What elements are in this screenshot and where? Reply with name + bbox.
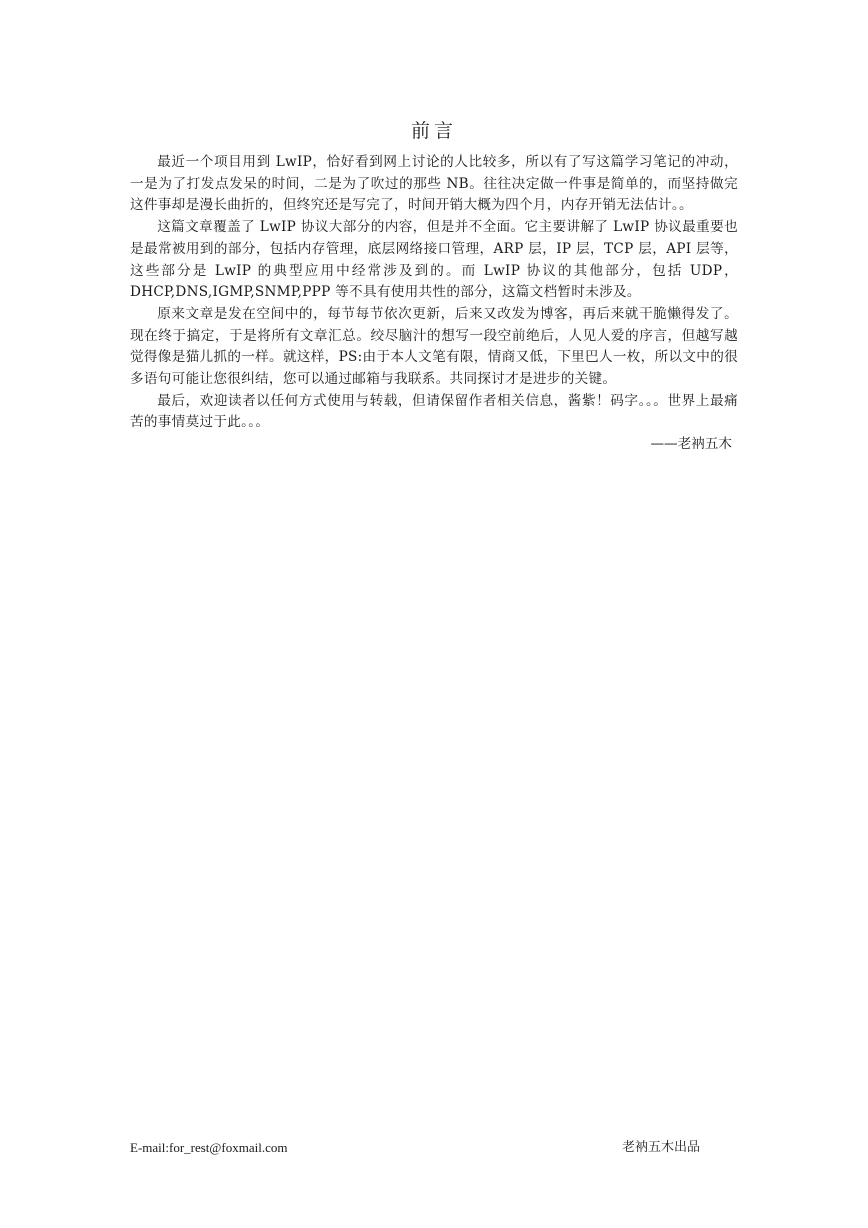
author-signature: ——老衲五木: [650, 436, 732, 453]
preface-body: [130, 152, 738, 456]
footer-email: E-mail:for_rest@foxmail.com: [130, 1140, 288, 1155]
paragraph-1: 最近一个项目用到 LwIP，恰好看到网上讨论的人比较多，所以有了写这篇学习笔记的冲动，一是为了打发点发呆的时间，二是为了吹过的那些 NB。往往决定做一件事是简单的，而坚持做完这件事却是漫长曲折的，但终究还是写完了，时间开销大概为四个月，内存开销无法估计。。: [130, 154, 738, 214]
paragraph-2: 这篇文章覆盖了 LwIP 协议大部分的内容，但是并不全面。它主要讲解了 LwIP 协议最重要也是最常被用到的部分，包括内存管理，底层网络接口管理，ARP 层，IP 层，TCP 层，API 层等，这些部分是 LwIP 的典型应用中经常涉及到的。而 LwIP 协议的其他部分，包括 UDP，DHCP,DNS,IGMP,SNMP,PPP 等不具有使用共性的部分，这篇文档暂时未涉及。: [130, 219, 738, 301]
paragraph-3: 原来文章是发在空间中的，每节每节依次更新，后来又改发为博客，再后来就干脆懒得发了。现在终于搞定，于是将所有文章汇总。绞尽脑汁的想写一段空前绝后，人见人爱的序言，但越写越觉得像是猫儿抓的一样。就这样，PS:由于本人文笔有限，情商又低，下里巴人一枚，所以文中的很多语句可能让您很纠结，您可以通过邮箱与我联系。共同探讨才是进步的关键。: [130, 305, 738, 388]
paragraph-4: 最后，欢迎读者以任何方式使用与转载，但请保留作者相关信息，酱紫！码字。。。世界上最痛苦的事情莫过于此。。。: [130, 392, 738, 431]
page-title: 前言: [410, 120, 457, 142]
footer-publisher: 老衲五木出品: [622, 1140, 701, 1155]
